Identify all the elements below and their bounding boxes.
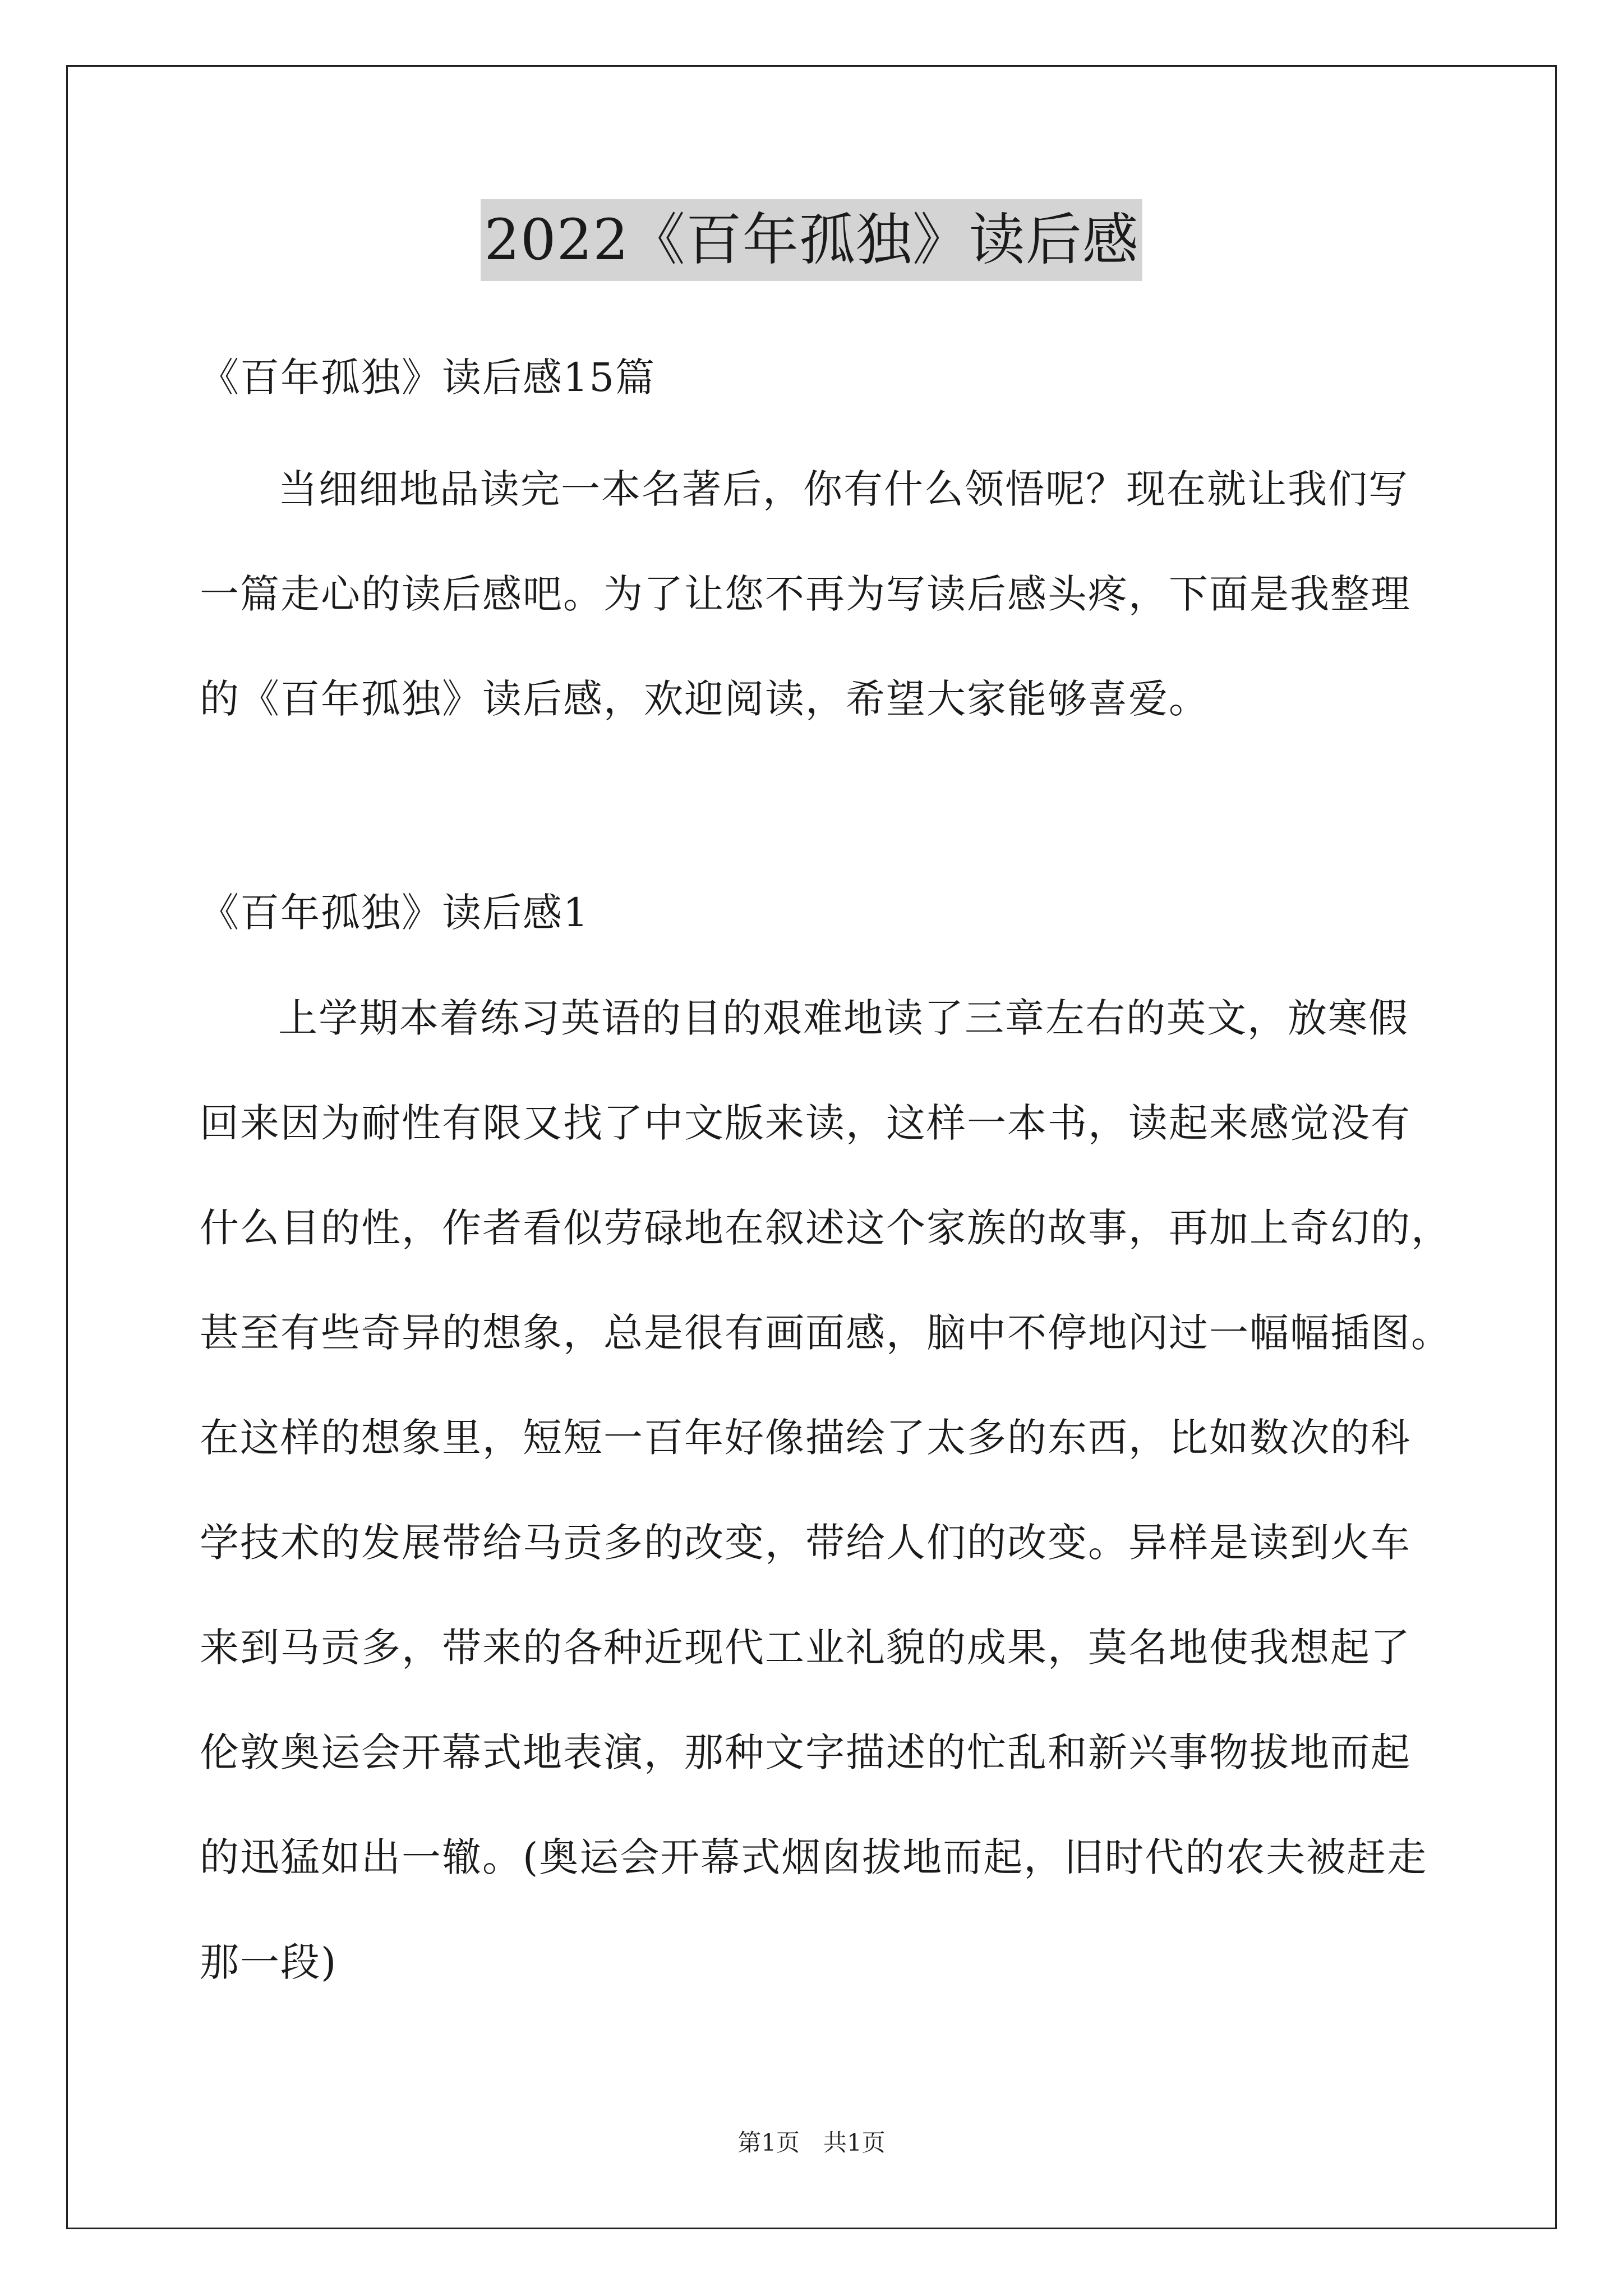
body-line: 伦敦奥运会开幕式地表演，那种文字描述的忙乱和新兴事物拔地而起 bbox=[200, 1729, 1411, 1775]
section-heading: 《百年孤独》读后感1 bbox=[200, 890, 589, 936]
page-footer: 第1页 共1页 bbox=[737, 2129, 886, 2156]
body-line: 学技术的发展带给马贡多的改变，带给人们的改变。异样是读到火车 bbox=[200, 1520, 1411, 1566]
intro-line: 的《百年孤独》读后感，欢迎阅读，希望大家能够喜爱。 bbox=[200, 676, 1209, 722]
body-line: 的迅猛如出一辙。(奥运会开幕式烟囱拔地而起，旧时代的农夫被赶走 bbox=[200, 1834, 1428, 1880]
body-line: 什么目的性，作者看似劳碌地在叙述这个家族的故事，再加上奇幻的， bbox=[200, 1205, 1451, 1251]
intro-line: 一篇走心的读后感吧。为了让您不再为写读后感头疼，下面是我整理 bbox=[200, 571, 1411, 617]
body-line: 那一段) bbox=[200, 1939, 338, 1985]
body-line: 来到马贡多，带来的各种近现代工业礼貌的成果，莫名地使我想起了 bbox=[200, 1625, 1411, 1671]
document-title: 2022《百年孤独》读后感 bbox=[481, 199, 1142, 281]
intro-line: 当细细地品读完一本名著后，你有什么领悟呢？现在就让我们写 bbox=[278, 466, 1409, 512]
body-line: 在这样的想象里，短短一百年好像描绘了太多的东西，比如数次的科 bbox=[200, 1415, 1411, 1461]
subtitle: 《百年孤独》读后感15篇 bbox=[200, 355, 656, 401]
body-line: 上学期本着练习英语的目的艰难地读了三章左右的英文，放寒假 bbox=[278, 995, 1409, 1041]
title-container bbox=[0, 199, 1623, 281]
body-line: 甚至有些奇异的想象，总是很有画面感，脑中不停地闪过一幅幅插图。 bbox=[200, 1310, 1451, 1356]
body-line: 回来因为耐性有限又找了中文版来读，这样一本书，读起来感觉没有 bbox=[200, 1100, 1411, 1146]
